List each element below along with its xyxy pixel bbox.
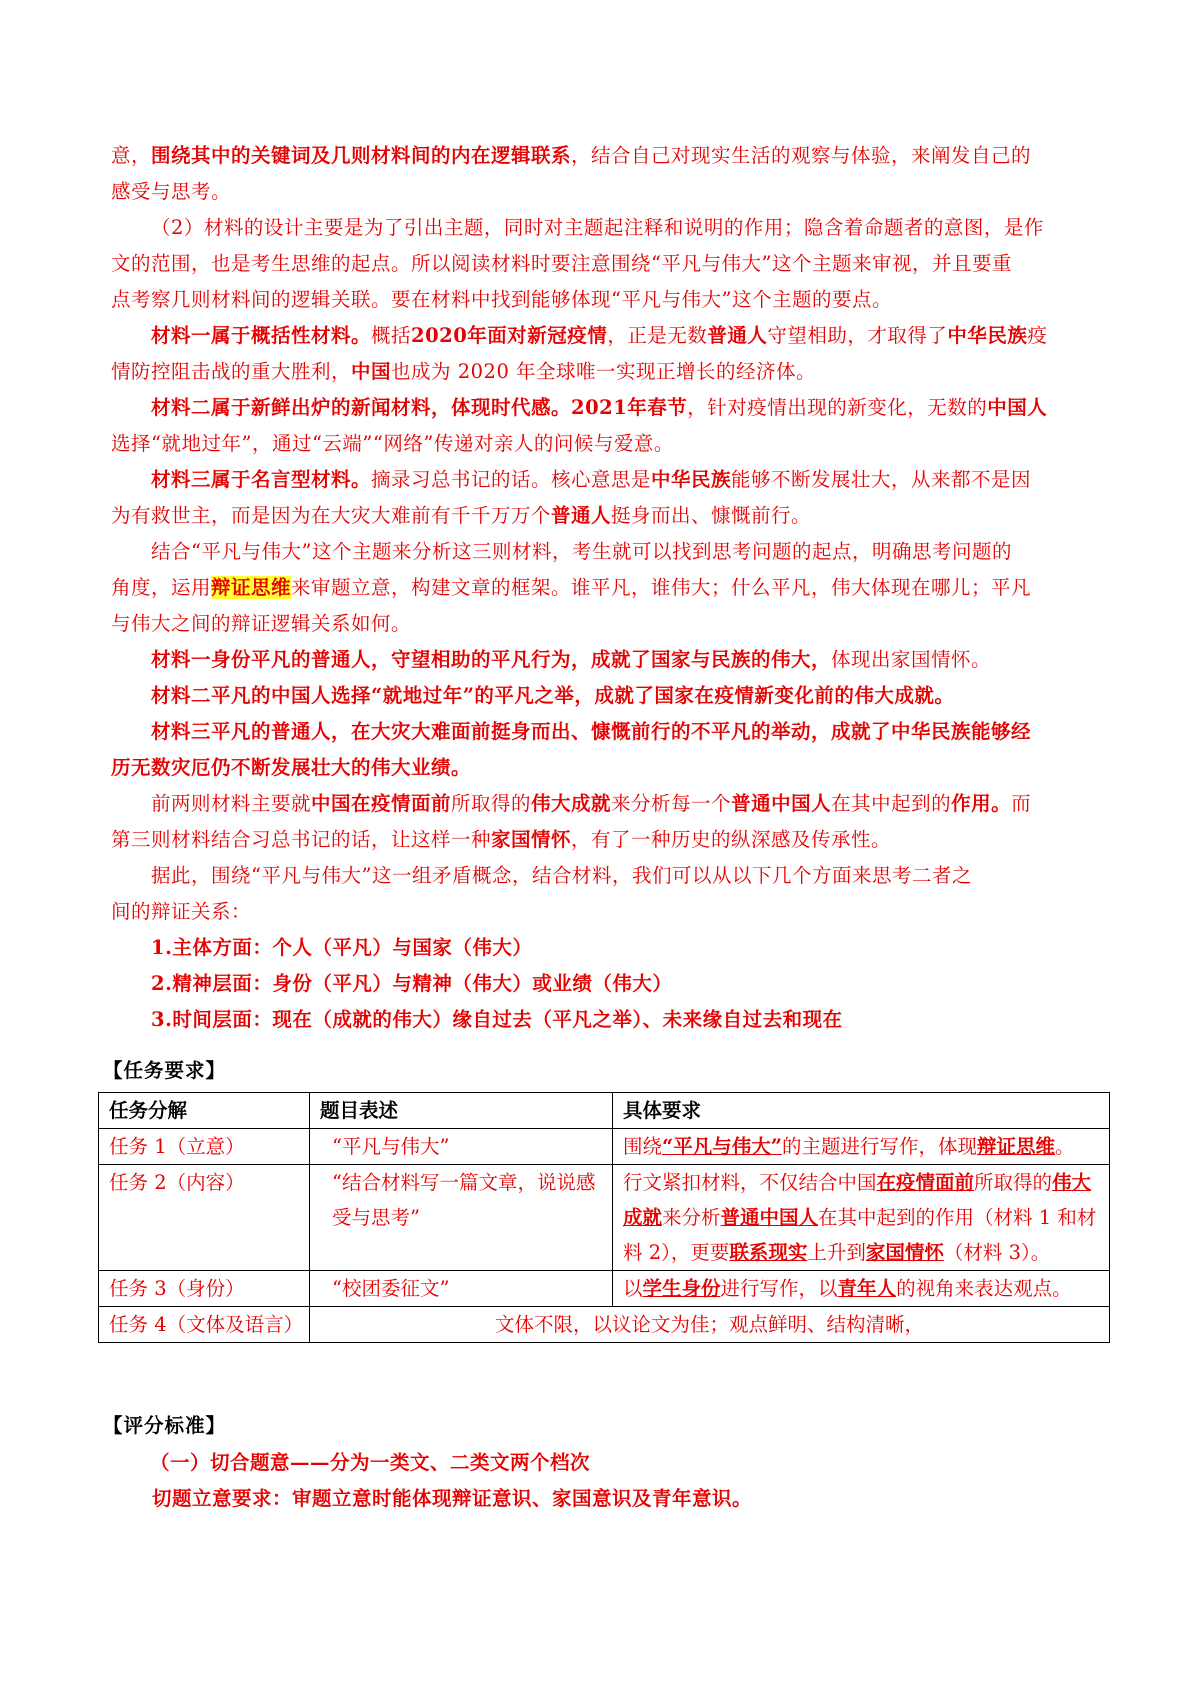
text-run: 疫 bbox=[1027, 324, 1048, 347]
text-run: 在其中起到的作用（材料 1 和材料 2），更要 bbox=[623, 1206, 1097, 1264]
underlined-text: 学生身份 bbox=[642, 1277, 721, 1300]
paragraph-first-two-materials bbox=[111, 786, 1138, 858]
text-run: 在其中起到的 bbox=[831, 792, 952, 815]
text-run: 间的辩证关系： bbox=[111, 900, 252, 923]
text-line bbox=[151, 786, 1138, 822]
table-cell bbox=[613, 1129, 1110, 1165]
text-run: 据此，围绕“平凡与伟大”这一组矛盾概念，结合材料，我们可以从以下几个方面来思考二者之 bbox=[151, 864, 972, 887]
bold-text: 3.时间层面：现在（成就的伟大）缘自过去（平凡之举）、未来缘自过去和现在 bbox=[151, 1008, 843, 1031]
highlighted-text: 辩证思维 bbox=[211, 576, 292, 599]
text-line bbox=[111, 174, 1098, 210]
bold-text: 历无数灾厄仍不断发展壮大的伟大业绩。 bbox=[111, 756, 472, 779]
section-heading-score: 【评分标准】 bbox=[103, 1414, 227, 1437]
text-line bbox=[151, 678, 1138, 714]
table-cell: 任务 4（文体及语言） bbox=[99, 1307, 310, 1343]
paragraph-material-design bbox=[111, 210, 1138, 318]
paragraph-dialectic-intro bbox=[111, 858, 1138, 930]
text-line bbox=[111, 894, 1138, 930]
text-run: 意， bbox=[111, 144, 152, 167]
table-cell: 任务 2（内容） bbox=[99, 1165, 310, 1271]
underlined-text: 普通中国人 bbox=[720, 1206, 819, 1229]
text-line bbox=[151, 390, 1138, 426]
score-criterion-requirement: 切题立意要求：审题立意时能体现辩证意识、家国意识及青年意识。 bbox=[152, 1487, 753, 1510]
table-cell: “平凡与伟大” bbox=[310, 1129, 613, 1165]
text-line bbox=[151, 462, 1138, 498]
underlined-text: 家国情怀 bbox=[865, 1241, 944, 1264]
table-header-row bbox=[99, 1093, 1110, 1129]
text-run: （2）材料的设计主要是为了引出主题，同时对主题起注释和说明的作用；隐含着命题者的意图，是作 bbox=[151, 216, 1044, 239]
text-run: ，正是无数 bbox=[607, 324, 708, 347]
text-run: 结合“平凡与伟大”这个主题来分析这三则材料，考生就可以找到思考问题的起点，明确思考问题的 bbox=[151, 540, 1012, 563]
text-run: 所取得的 bbox=[451, 792, 532, 815]
text-run: 第三则材料结合习总书记的话，让这样一种 bbox=[111, 828, 492, 851]
table-row bbox=[99, 1129, 1110, 1165]
text-run: 为有救世主，而是因为在大灾大难前有千千万万个 bbox=[111, 504, 552, 527]
list-item-subject bbox=[111, 930, 1138, 966]
bold-text: 2020年面对新冠疫情 bbox=[411, 324, 608, 347]
bold-text: 中华民族 bbox=[947, 324, 1028, 347]
underlined-text: 联系现实 bbox=[729, 1241, 808, 1264]
text-line bbox=[111, 570, 1138, 606]
text-line bbox=[151, 318, 1138, 354]
text-run: 前两则材料主要就 bbox=[151, 792, 312, 815]
text-run: 行文紧扣材料，不仅结合中国 bbox=[623, 1171, 877, 1194]
text-line bbox=[111, 426, 1138, 462]
underlined-text: 青年人 bbox=[837, 1277, 897, 1300]
paragraph-summary-three bbox=[111, 714, 1138, 786]
bold-text: 家国情怀 bbox=[491, 828, 572, 851]
bold-text: 围绕其中的关键词及几则材料间的内在逻辑联系 bbox=[151, 144, 572, 167]
text-run: 情防控阻击战的重大胜利， bbox=[111, 360, 352, 383]
table-header-cell: 具体要求 bbox=[613, 1093, 1110, 1129]
text-run: 来审题立意，构建文章的框架。谁平凡，谁伟大；什么平凡，伟大体现在哪儿；平凡 bbox=[291, 576, 1032, 599]
text-run: 进行写作，以 bbox=[720, 1277, 838, 1300]
paragraph-summary-two bbox=[111, 678, 1138, 714]
text-line bbox=[111, 354, 1138, 390]
text-line bbox=[151, 534, 1138, 570]
text-line bbox=[111, 750, 1138, 786]
text-run: （材料 3）。 bbox=[943, 1241, 1051, 1264]
bold-text: 2.精神层面：身份（平凡）与精神（伟大）或业绩（伟大） bbox=[151, 972, 673, 995]
bold-text: 材料三平凡的普通人，在大灾大难面前挺身而出、慷慨前行的不平凡的举动，成就了中华民族能够经 bbox=[151, 720, 1032, 743]
text-run: 与伟大之间的辩证逻辑关系如何。 bbox=[111, 612, 412, 635]
table-cell bbox=[613, 1165, 1110, 1271]
bold-text: 材料一身份平凡的普通人，守望相助的平凡行为，成就了国家与民族的伟大， bbox=[151, 648, 832, 671]
text-run: 感受与思考。 bbox=[111, 180, 232, 203]
table-cell: 任务 3（身份） bbox=[99, 1271, 310, 1307]
bold-text: 伟大成就 bbox=[531, 792, 612, 815]
table-row bbox=[99, 1271, 1110, 1307]
bold-text: 中国 bbox=[351, 360, 392, 383]
text-run: ，针对疫情出现的新变化，无数的 bbox=[687, 396, 988, 419]
section-heading-task: 【任务要求】 bbox=[103, 1059, 227, 1082]
task-table bbox=[98, 1092, 1110, 1343]
table-cell-merged: 文体不限，以议论文为佳；观点鲜明、结构清晰， bbox=[310, 1307, 1110, 1343]
table-header-cell: 题目表述 bbox=[310, 1093, 613, 1129]
bold-text: 材料三属于名言型材料。 bbox=[151, 468, 372, 491]
text-line bbox=[111, 282, 1138, 318]
list-item-time bbox=[111, 1002, 1138, 1038]
paragraph-analysis bbox=[111, 534, 1138, 642]
bold-text: 1.主体方面：个人（平凡）与国家（伟大） bbox=[151, 936, 533, 959]
list-item-spirit bbox=[111, 966, 1138, 1002]
bold-text: 普通人 bbox=[551, 504, 612, 527]
text-line bbox=[151, 930, 1138, 966]
text-run: 来分析每一个 bbox=[611, 792, 732, 815]
text-run: 点考察几则材料间的逻辑关联。要在材料中找到能够体现“平凡与伟大”这个主题的要点。 bbox=[111, 288, 892, 311]
text-line bbox=[151, 858, 1138, 894]
text-run: 守望相助，才取得了 bbox=[767, 324, 948, 347]
text-line bbox=[151, 210, 1138, 246]
text-run: 摘录习总书记的话。核心意思是 bbox=[371, 468, 652, 491]
bold-text: 普通人 bbox=[707, 324, 768, 347]
bold-text: 材料二平凡的中国人选择“就地过年”的平凡之举，成就了国家在疫情新变化前的伟大成就。 bbox=[151, 684, 955, 707]
text-run: 上升到 bbox=[807, 1241, 866, 1264]
text-run: 而 bbox=[1011, 792, 1032, 815]
text-run: 的主题进行写作，体现 bbox=[781, 1135, 977, 1158]
text-run: 也成为 2020 年全球唯一实现正增长的经济体。 bbox=[391, 360, 817, 383]
table-cell: 任务 1（立意） bbox=[99, 1129, 310, 1165]
text-line bbox=[111, 606, 1138, 642]
paragraph-material-one bbox=[111, 318, 1138, 390]
paragraph-material-two bbox=[111, 390, 1138, 462]
underlined-text: 辩证思维 bbox=[976, 1135, 1055, 1158]
text-line bbox=[151, 1002, 1138, 1038]
paragraph-material-three bbox=[111, 462, 1138, 534]
text-run: 选择“就地过年”，通过“云端”“网络”传递对亲人的问候与爱意。 bbox=[111, 432, 674, 455]
bold-text: 材料二属于新鲜出炉的新闻材料，体现时代感。2021年春节 bbox=[151, 396, 688, 419]
text-line bbox=[151, 714, 1138, 750]
text-run: 以 bbox=[623, 1277, 643, 1300]
underlined-text: 伟大成就 bbox=[623, 1171, 1092, 1229]
text-run: ，结合自己对现实生活的观察与体验，来阐发自己的 bbox=[571, 144, 1032, 167]
underlined-text: 在疫情面前 bbox=[876, 1171, 975, 1194]
text-run: 围绕 bbox=[623, 1135, 663, 1158]
bold-text: 中华民族 bbox=[651, 468, 732, 491]
text-run: ，有了一种历史的纵深感及传承性。 bbox=[571, 828, 892, 851]
text-line bbox=[111, 822, 1138, 858]
text-line bbox=[151, 642, 1138, 678]
text-run: 。 bbox=[1054, 1135, 1075, 1158]
table-cell: “结合材料写一篇文章，说说感受与思考” bbox=[310, 1165, 613, 1271]
paragraph-summary-one bbox=[111, 642, 1138, 678]
text-run: 的视角来表达观点。 bbox=[896, 1277, 1072, 1300]
bold-text: 中国在疫情面前 bbox=[311, 792, 452, 815]
table-cell: “校团委征文” bbox=[310, 1271, 613, 1307]
text-run: 体现出家国情怀。 bbox=[831, 648, 992, 671]
table-header-cell: 任务分解 bbox=[99, 1093, 310, 1129]
table-cell bbox=[613, 1271, 1110, 1307]
bold-text: 普通中国人 bbox=[731, 792, 832, 815]
text-line bbox=[111, 246, 1138, 282]
text-run: 所取得的 bbox=[974, 1171, 1053, 1194]
text-line bbox=[111, 498, 1138, 534]
table-row bbox=[99, 1307, 1110, 1343]
text-run: 文的范围，也是考生思维的起点。所以阅读材料时要注意围绕“平凡与伟大”这个主题来审视，并且要重 bbox=[111, 252, 1012, 275]
paragraph-intro-continued bbox=[111, 138, 1098, 210]
text-run: 角度，运用 bbox=[111, 576, 212, 599]
text-run: 来分析 bbox=[662, 1206, 721, 1229]
text-line bbox=[111, 138, 1098, 174]
underlined-text: “平凡与伟大” bbox=[662, 1135, 782, 1158]
score-criterion-one: （一）切合题意——分为一类文、二类文两个档次 bbox=[150, 1451, 591, 1474]
text-run: 能够不断发展壮大，从来都不是因 bbox=[731, 468, 1032, 491]
table-row bbox=[99, 1165, 1110, 1271]
text-run: 概括 bbox=[371, 324, 412, 347]
bold-text: 材料一属于概括性材料。 bbox=[151, 324, 372, 347]
text-line bbox=[151, 966, 1138, 1002]
text-run: 挺身而出、慷慨前行。 bbox=[611, 504, 812, 527]
bold-text: 作用。 bbox=[951, 792, 1012, 815]
bold-text: 中国人 bbox=[987, 396, 1048, 419]
